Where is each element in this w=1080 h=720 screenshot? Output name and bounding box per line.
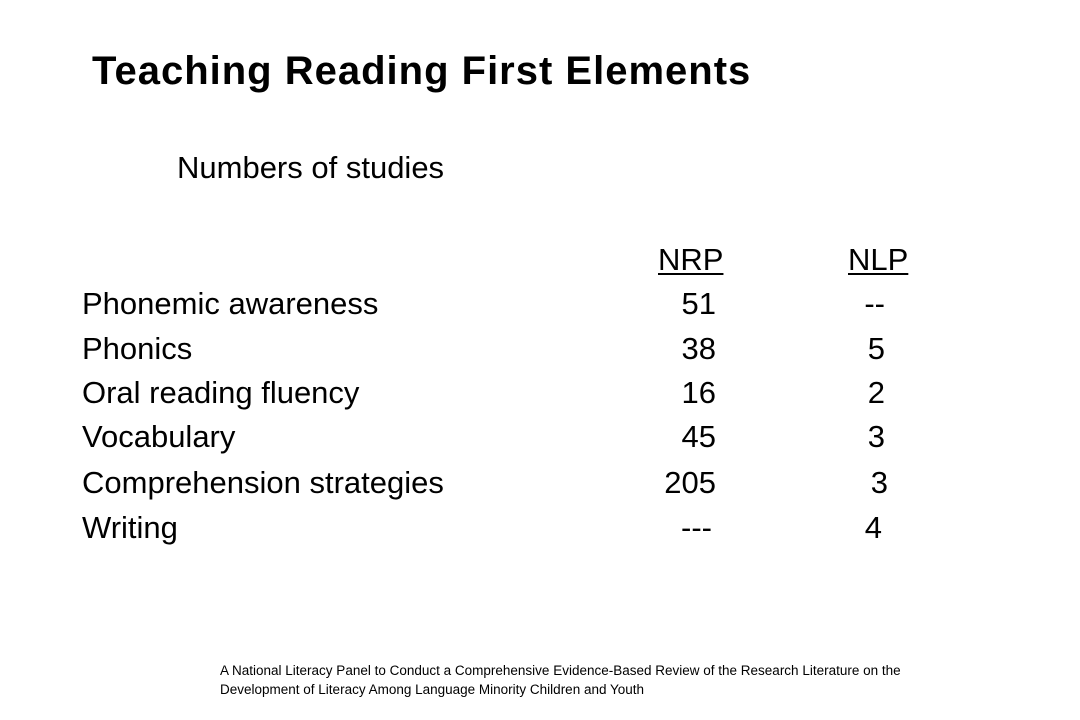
nlp-value: 4 <box>864 510 882 545</box>
table-row <box>0 508 1080 553</box>
table-caption: Numbers of studies <box>177 150 445 185</box>
row-label: Comprehension strategies <box>82 465 444 500</box>
slide-title: Teaching Reading First Elements <box>92 49 752 93</box>
nrp-value: 205 <box>664 465 716 500</box>
column-header-nrp: NRP <box>658 242 724 277</box>
row-label: Writing <box>82 510 178 545</box>
nrp-value: 38 <box>681 331 716 366</box>
row-label: Phonemic awareness <box>82 286 379 321</box>
row-label: Phonics <box>82 331 193 366</box>
table-row <box>0 329 1080 373</box>
nrp-value: 16 <box>681 375 716 410</box>
nrp-value: 45 <box>681 419 716 454</box>
source-footnote: A National Literacy Panel to Conduct a Comprehensive Evidence-Based Review of the Research Literature on the Development of Literacy Among Language Minority Children and Youth <box>220 663 901 697</box>
nlp-value: 3 <box>867 419 885 454</box>
nlp-value: 5 <box>867 331 885 366</box>
nrp-value: --- <box>681 510 712 545</box>
nlp-value: 2 <box>867 375 885 410</box>
studies-table <box>0 284 1080 553</box>
table-row <box>0 284 1080 329</box>
row-label: Vocabulary <box>82 419 236 454</box>
table-row <box>0 417 1080 463</box>
row-label: Oral reading fluency <box>82 375 360 410</box>
table-row <box>0 463 1080 508</box>
column-header-nlp: NLP <box>848 242 909 277</box>
nrp-value: 51 <box>681 286 716 321</box>
table-row <box>0 373 1080 417</box>
nlp-value: 3 <box>870 465 888 500</box>
nlp-value: -- <box>864 286 885 321</box>
